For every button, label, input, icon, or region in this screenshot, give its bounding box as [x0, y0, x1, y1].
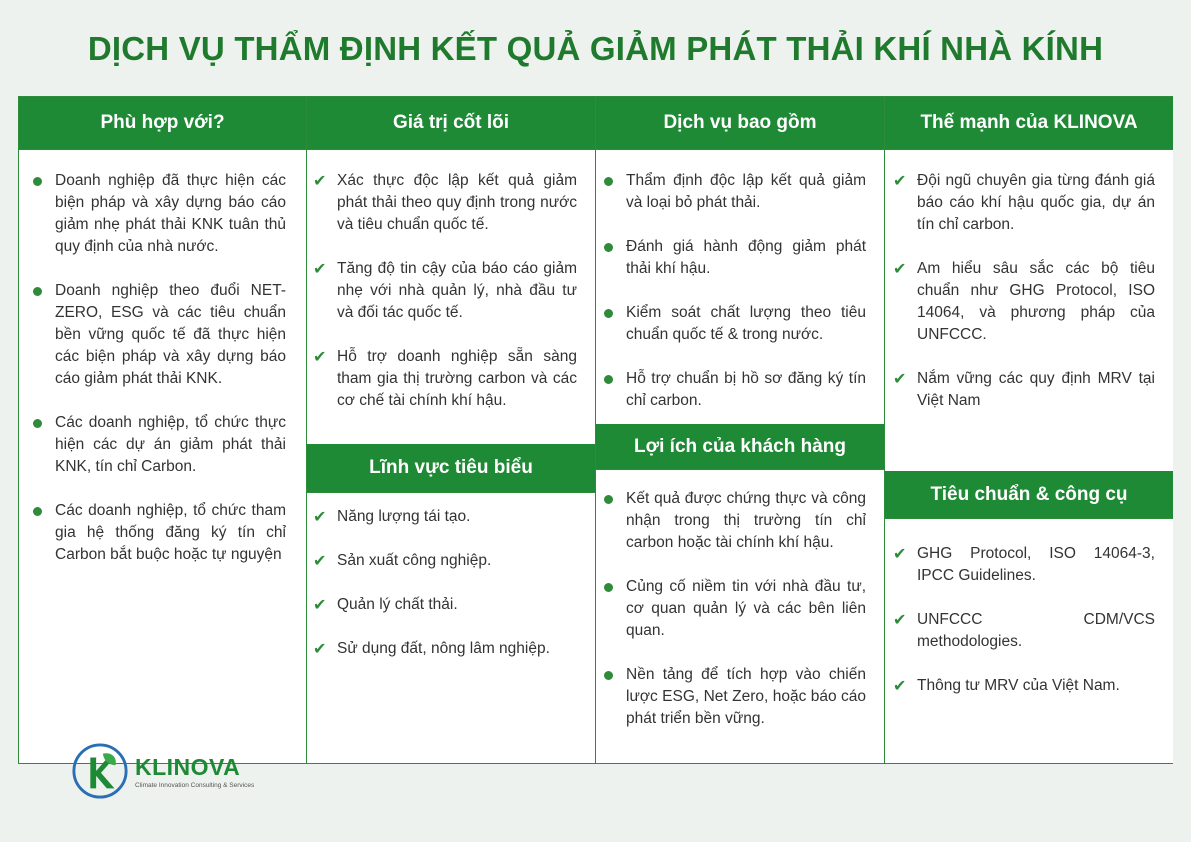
list-item: [893, 258, 1155, 346]
logo-tagline: Climate Innovation Consulting & Services: [135, 781, 255, 789]
list-item-text: GHG Protocol, ISO 14064-3, IPCC Guidelines.: [917, 545, 1155, 584]
panel-services: [596, 149, 884, 425]
list-item: [55, 500, 286, 566]
bullet-dot-icon: [33, 287, 42, 296]
list-item-text: Am hiểu sâu sắc các bộ tiêu chuẩn như GHG Protocol, ISO 14064, và phương pháp của UNFCCC.: [917, 260, 1155, 343]
list-item: [626, 664, 866, 730]
list-item-text: UNFCCC CDM/VCS methodologies.: [917, 611, 1155, 650]
list-item: [313, 506, 577, 528]
header-client-benefits: Lợi ích của khách hàng: [596, 424, 884, 469]
checkmark-icon: ✔: [893, 610, 907, 629]
list-item-text: Sử dụng đất, nông lâm nghiệp.: [337, 640, 550, 657]
checkmark-icon: ✔: [313, 551, 327, 570]
bullet-dot-icon: [33, 507, 42, 516]
header-standards-tools: Tiêu chuẩn & công cụ: [885, 471, 1173, 518]
list-item: [626, 576, 866, 642]
list-client-benefits: [626, 488, 866, 730]
panel-suitable-for: [19, 149, 306, 789]
panel-core-values: [307, 149, 595, 444]
checkmark-icon: ✔: [893, 259, 907, 278]
checkmark-icon: ✔: [893, 369, 907, 388]
list-item: [313, 346, 577, 412]
list-item: [313, 170, 577, 236]
list-item-text: Hỗ trợ chuẩn bị hồ sơ đăng ký tín chỉ carbon.: [626, 370, 866, 409]
checkmark-icon: ✔: [313, 639, 327, 658]
header-core-values: Giá trị cốt lõi: [307, 97, 595, 149]
list-featured-fields: [313, 506, 577, 660]
list-item: [893, 543, 1155, 587]
list-item: [55, 280, 286, 390]
list-item: [313, 258, 577, 324]
bullet-dot-icon: [604, 375, 613, 384]
panel-client-benefits: [596, 469, 884, 763]
list-item: [893, 170, 1155, 236]
list-suitable-for: [55, 170, 286, 566]
list-item-text: Nắm vững các quy định MRV tại Việt Nam: [917, 370, 1155, 409]
list-item: [313, 594, 577, 616]
list-item-text: Các doanh nghiệp, tổ chức tham gia hệ thống đăng ký tín chỉ Carbon bắt buộc hoặc tự nguyện: [55, 502, 286, 563]
list-item-text: Đội ngũ chuyên gia từng đánh giá báo cáo khí hậu quốc gia, dự án tín chỉ carbon.: [917, 172, 1155, 233]
list-item: [55, 170, 286, 258]
bullet-dot-icon: [33, 419, 42, 428]
header-services: Dịch vụ bao gồm: [596, 97, 884, 149]
list-item: [893, 368, 1155, 412]
list-core-values: [313, 170, 577, 412]
list-item-text: Năng lượng tái tạo.: [337, 508, 471, 525]
column-core-values: [307, 97, 596, 763]
list-item-text: Đánh giá hành động giảm phát thải khí hậu.: [626, 238, 866, 277]
panel-featured-fields: [307, 492, 595, 763]
panel-standards-tools: [885, 518, 1173, 763]
list-item: [626, 170, 866, 214]
list-item-text: Thẩm định độc lập kết quả giảm và loại bỏ phát thải.: [626, 172, 866, 211]
checkmark-icon: ✔: [313, 507, 327, 526]
list-standards-tools: [893, 543, 1155, 697]
column-strengths: [885, 97, 1173, 763]
list-item: [55, 412, 286, 478]
list-item-text: Củng cố niềm tin với nhà đầu tư, cơ quan quản lý và các bên liên quan.: [626, 578, 866, 639]
list-item: [626, 236, 866, 280]
header-suitable-for: Phù hợp với?: [19, 97, 306, 149]
list-services: [626, 170, 866, 412]
list-item: [626, 368, 866, 412]
list-item-text: Quản lý chất thải.: [337, 596, 458, 613]
list-item: [893, 675, 1155, 697]
list-item-text: Sản xuất công nghiệp.: [337, 552, 492, 569]
checkmark-icon: ✔: [313, 171, 327, 190]
list-item-text: Nền tảng để tích hợp vào chiến lược ESG, Net Zero, hoặc báo cáo phát triển bền vững.: [626, 666, 866, 727]
bullet-dot-icon: [33, 177, 42, 186]
list-item: [313, 550, 577, 572]
list-item-text: Doanh nghiệp theo đuổi NET-ZERO, ESG và các tiêu chuẩn bền vững quốc tế đã thực hiện các biện pháp và xây dựng báo cáo giảm phát thải KNK.: [55, 282, 286, 387]
list-item-text: Thông tư MRV của Việt Nam.: [917, 677, 1120, 694]
list-item: [313, 638, 577, 660]
list-item-text: Kiểm soát chất lượng theo tiêu chuẩn quốc tế & trong nước.: [626, 304, 866, 343]
header-featured-fields: Lĩnh vực tiêu biểu: [307, 444, 595, 492]
checkmark-icon: ✔: [313, 259, 327, 278]
column-services: [596, 97, 885, 763]
bullet-dot-icon: [604, 495, 613, 504]
list-item: [626, 488, 866, 554]
bullet-dot-icon: [604, 671, 613, 680]
list-item-text: Kết quả được chứng thực và công nhận trong thị trường tín chỉ carbon hoặc tài chính khí hậu.: [626, 490, 866, 551]
bullet-dot-icon: [604, 243, 613, 252]
checkmark-icon: ✔: [893, 544, 907, 563]
list-item: [626, 302, 866, 346]
klinova-leaf-icon: [71, 742, 129, 800]
column-suitable-for: [19, 97, 307, 789]
klinova-logo: [71, 742, 254, 800]
bullet-dot-icon: [604, 177, 613, 186]
panel-strengths: [885, 149, 1173, 472]
services-board: [18, 96, 1173, 789]
list-item-text: Xác thực độc lập kết quả giảm phát thải theo quy định trong nước và tiêu chuẩn quốc tế.: [337, 172, 577, 233]
list-strengths: [893, 170, 1155, 412]
checkmark-icon: ✔: [313, 595, 327, 614]
logo-name: KLINOVA: [135, 753, 241, 780]
list-item-text: Tăng độ tin cậy của báo cáo giảm nhẹ với nhà quản lý, nhà đầu tư và đối tác quốc tế.: [337, 260, 577, 321]
list-item: [893, 609, 1155, 653]
page-title: DỊCH VỤ THẨM ĐỊNH KẾT QUẢ GIẢM PHÁT THẢI KHÍ NHÀ KÍNH: [87, 30, 1104, 67]
checkmark-icon: ✔: [313, 347, 327, 366]
list-item-text: Doanh nghiệp đã thực hiện các biện pháp và xây dựng báo cáo giảm nhẹ phát thải KNK tuân thủ quy định của nhà nước.: [55, 172, 286, 255]
list-item-text: Các doanh nghiệp, tổ chức thực hiện các dự án giảm phát thải KNK, tín chỉ Carbon.: [55, 414, 286, 475]
checkmark-icon: ✔: [893, 676, 907, 695]
header-strengths: Thế mạnh của KLINOVA: [885, 97, 1173, 149]
list-item-text: Hỗ trợ doanh nghiệp sẵn sàng tham gia thị trường carbon và các cơ chế tài chính khí hậu.: [337, 348, 577, 409]
bullet-dot-icon: [604, 309, 613, 318]
bullet-dot-icon: [604, 583, 613, 592]
checkmark-icon: ✔: [893, 171, 907, 190]
